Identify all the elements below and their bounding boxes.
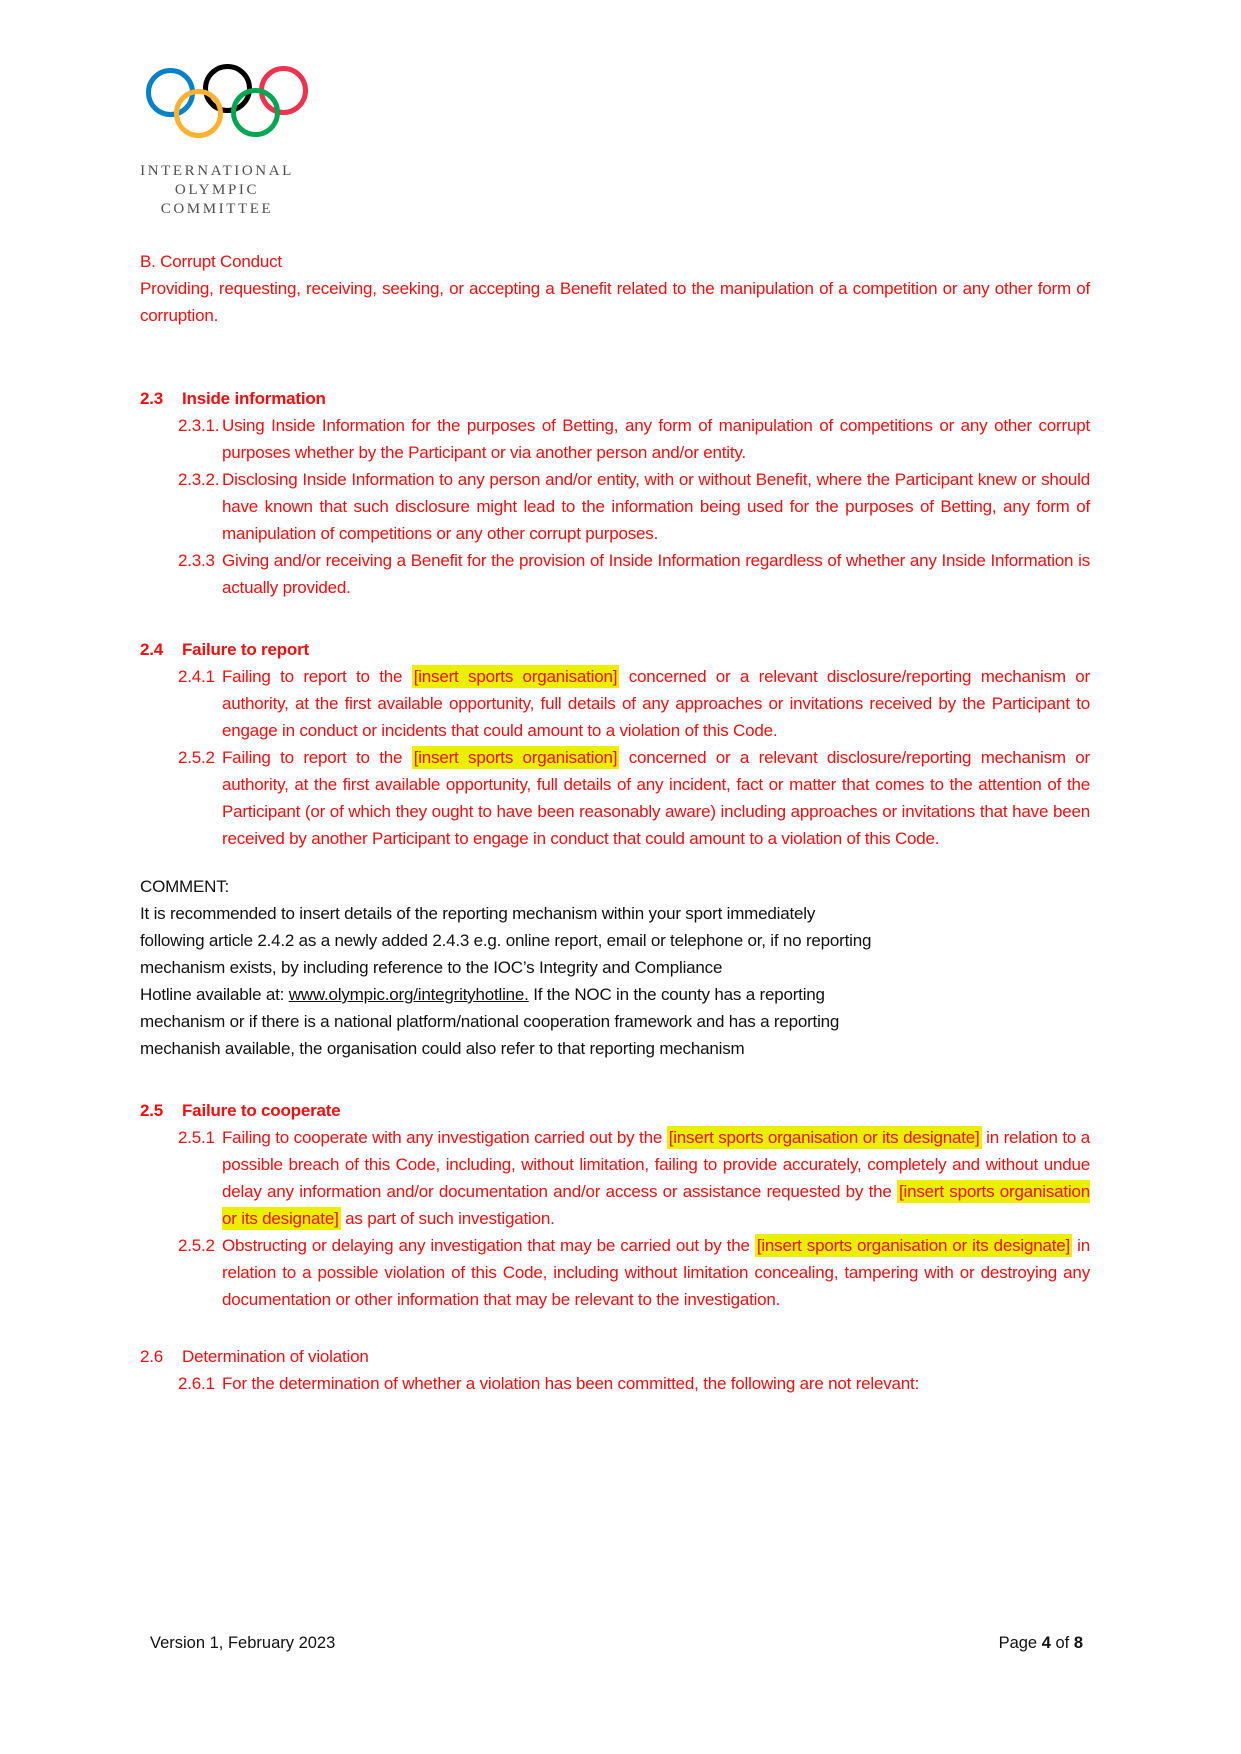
text-segment: in relation to a possible violation of this Code, including without limitation concealing, tampering with or destroying any documentation or other information that may be relevant to the investigation. bbox=[222, 1236, 1091, 1309]
text-segment: Failing to report to the bbox=[222, 748, 412, 767]
clause-item bbox=[140, 1370, 1090, 1397]
section-number: 2.5 bbox=[140, 1101, 164, 1120]
olympic-rings-icon bbox=[124, 58, 319, 150]
text-segment: Using Inside Information for the purposes of Betting, any form of manipulation of competitions or any other corrupt purposes whether by the Participant or via another person and/or entity. bbox=[222, 416, 1090, 462]
text-segment: concerned or a relevant disclosure/reporting mechanism or authority, at the first available opportunity, full details of any approaches or invitations received by the Participant to engage in conduct or incidents that could amount to a violation of this Code. bbox=[222, 667, 1090, 740]
text-segment: Failing to report to the bbox=[222, 667, 412, 686]
clause-text bbox=[222, 744, 1090, 852]
section-number: 2.3 bbox=[140, 389, 164, 408]
clause-number: 2.3.3 bbox=[178, 551, 215, 570]
text-segment: Giving and/or receiving a Benefit for the provision of Inside Information regardless of whether any Inside Information is actually provided. bbox=[222, 551, 1090, 597]
clause-item bbox=[140, 412, 1090, 466]
clause-item bbox=[140, 547, 1090, 601]
clause-text bbox=[222, 412, 1090, 466]
text-segment: Disclosing Inside Information to any person and/or entity, with or without Benefit, where the Participant knew or should have known that such disclosure might lead to the information being used for the purposes of Betting, any form of manipulation of competitions or any other corrupt purposes. bbox=[222, 470, 1090, 543]
comment-line bbox=[140, 900, 1090, 927]
text-segment: Obstructing or delaying any investigation that may be carried out by the bbox=[222, 1236, 755, 1255]
ioc-wordmark-line: OLYMPIC bbox=[174, 182, 260, 198]
section-title: Inside information bbox=[182, 389, 326, 408]
intro-block bbox=[140, 248, 1090, 329]
clause-number: 2.6.1 bbox=[178, 1374, 215, 1393]
intro-paragraph: Providing, requesting, receiving, seeking, or accepting a Benefit related to the manipulation of a competition or any other form of corruption. bbox=[140, 279, 1090, 325]
page-footer bbox=[150, 1634, 1083, 1653]
footer-page-total: 8 bbox=[1073, 1634, 1083, 1652]
comment-line bbox=[140, 981, 1090, 1008]
integrity-hotline-link[interactable]: www.olympic.org/integrityhotline. bbox=[288, 985, 529, 1004]
text-segment: Hotline available at: bbox=[140, 985, 289, 1004]
footer-page-number: 4 bbox=[1041, 1634, 1051, 1652]
comment-heading: COMMENT: bbox=[140, 877, 230, 896]
section-heading bbox=[140, 1343, 1090, 1370]
clause-number: 2.5.1 bbox=[178, 1128, 215, 1147]
clause-number: 2.3.1. bbox=[178, 416, 220, 435]
text-segment: concerned or a relevant disclosure/reporting mechanism or authority, at the first available opportunity, full details of any incident, fact or matter that comes to the attention of the Participant (or of which they ought to have been reasonably aware) including approaches or invitations that have been received by another Participant to engage in conduct that could amount to a violation of this Code. bbox=[222, 748, 1090, 848]
intro-heading: B. Corrupt Conduct bbox=[140, 252, 282, 271]
section-heading bbox=[140, 1097, 1090, 1124]
text-segment: as part of such investigation. bbox=[340, 1209, 555, 1228]
clause-item bbox=[140, 466, 1090, 547]
ioc-wordmark bbox=[112, 162, 322, 219]
clause-number: 2.5.2 bbox=[178, 748, 215, 767]
clause-item bbox=[140, 663, 1090, 744]
text-segment: following article 2.4.2 as a newly added 2.4.3 e.g. online report, email or telephone or, if no reporting bbox=[140, 931, 872, 950]
document-body bbox=[140, 248, 1090, 1397]
comment-line bbox=[140, 927, 1090, 954]
clause-text bbox=[222, 663, 1090, 744]
footer-page-indicator bbox=[999, 1634, 1083, 1653]
section-heading bbox=[140, 385, 1090, 412]
comment-block bbox=[140, 873, 1090, 1062]
olympic-ring-yellow-icon bbox=[174, 89, 223, 138]
text-segment: mechanism or if there is a national platform/national cooperation framework and has a reporting bbox=[140, 1012, 840, 1031]
ioc-logo bbox=[112, 58, 322, 219]
comment-line bbox=[140, 1035, 1090, 1062]
highlighted-placeholder: [insert sports organisation] bbox=[413, 748, 618, 767]
section-2-6 bbox=[140, 1343, 1090, 1397]
clause-text bbox=[222, 1232, 1090, 1313]
section-2-4 bbox=[140, 636, 1090, 852]
text-segment: It is recommended to insert details of the reporting mechanism within your sport immediately bbox=[140, 904, 816, 923]
footer-of-word: of bbox=[1050, 1634, 1074, 1652]
section-number: 2.6 bbox=[140, 1347, 164, 1366]
olympic-ring-green-icon bbox=[231, 88, 280, 137]
text-segment: mechanism exists, by including reference to the IOC’s Integrity and Compliance bbox=[140, 958, 723, 977]
footer-version: Version 1, February 2023 bbox=[150, 1634, 336, 1652]
comment-line bbox=[140, 1008, 1090, 1035]
clause-item bbox=[140, 1124, 1090, 1232]
clause-number: 2.3.2. bbox=[178, 470, 220, 489]
text-segment: mechanish available, the organisation could also refer to that reporting mechanism bbox=[140, 1039, 745, 1058]
section-title: Failure to report bbox=[182, 640, 309, 659]
clause-text bbox=[222, 1124, 1090, 1232]
clause-text bbox=[222, 1370, 1090, 1397]
clause-text bbox=[222, 547, 1090, 601]
section-2-5 bbox=[140, 1097, 1090, 1313]
ioc-wordmark-line: COMMITTEE bbox=[160, 201, 274, 217]
highlighted-placeholder: [insert sports organisation or its designate] bbox=[756, 1236, 1071, 1255]
section-number: 2.4 bbox=[140, 640, 164, 659]
section-title: Determination of violation bbox=[182, 1347, 369, 1366]
clause-text bbox=[222, 466, 1090, 547]
text-segment: If the NOC in the county has a reporting bbox=[528, 985, 825, 1004]
text-segment: Failing to cooperate with any investigation carried out by the bbox=[222, 1128, 667, 1147]
clause-number: 2.4.1 bbox=[178, 667, 215, 686]
clause-item bbox=[140, 744, 1090, 852]
comment-line bbox=[140, 954, 1090, 981]
clause-number: 2.5.2 bbox=[178, 1236, 215, 1255]
footer-page-word: Page bbox=[998, 1634, 1042, 1652]
highlighted-placeholder: [insert sports organisation] bbox=[413, 667, 618, 686]
section-title: Failure to cooperate bbox=[182, 1101, 341, 1120]
highlighted-placeholder: [insert sports organisation or its designate] bbox=[222, 1182, 1090, 1228]
text-segment: For the determination of whether a violation has been committed, the following are not relevant: bbox=[222, 1374, 920, 1393]
highlighted-placeholder: [insert sports organisation or its designate] bbox=[668, 1128, 980, 1147]
ioc-wordmark-line: INTERNATIONAL bbox=[140, 163, 294, 179]
section-2-3 bbox=[140, 385, 1090, 601]
section-heading bbox=[140, 636, 1090, 663]
text-segment: in relation to a possible breach of this Code, including, without limitation, failing to provide accurately, completely and without undue delay any information and/or documentation and/or access or assistance requested by the bbox=[222, 1128, 1090, 1201]
clause-item bbox=[140, 1232, 1090, 1313]
